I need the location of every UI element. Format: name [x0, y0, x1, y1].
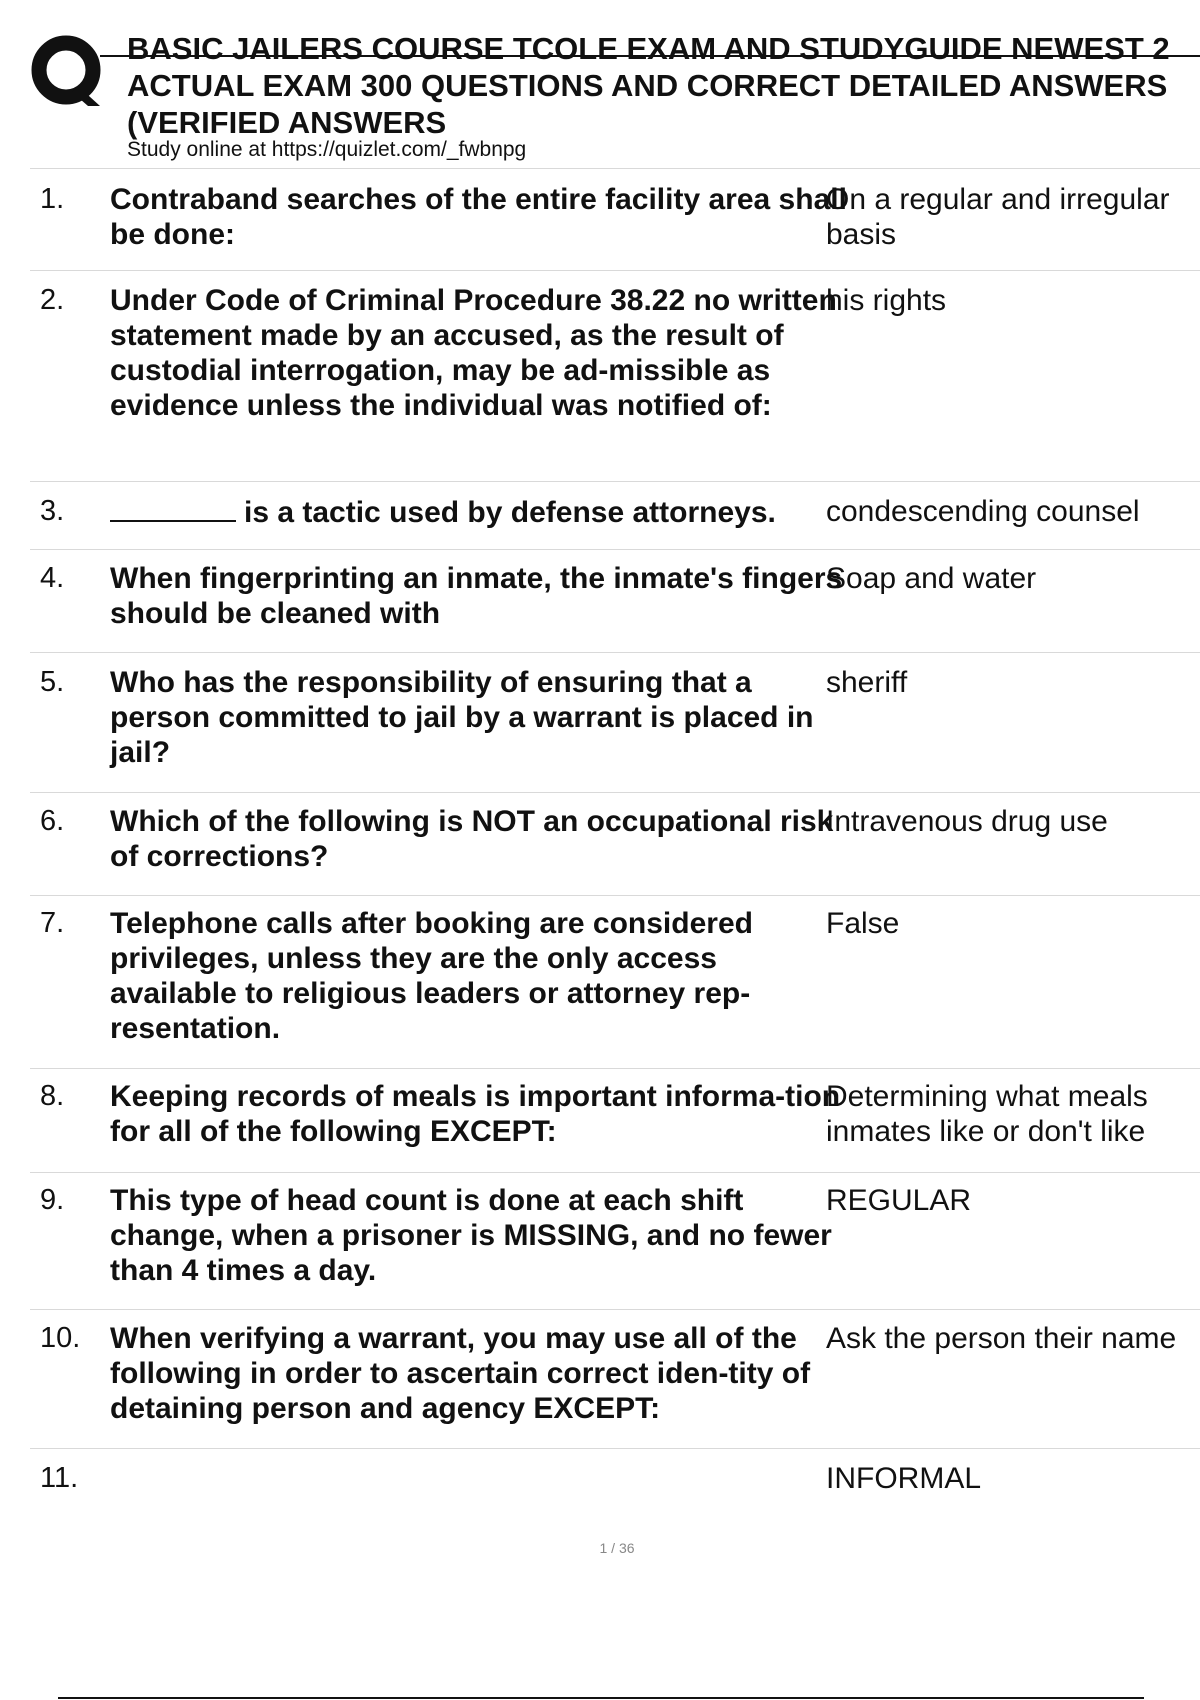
qa-row [30, 1173, 1200, 1310]
question-text: Telephone calls after booking are considered privileges, unless they are the only access available to religious leaders or attorney rep-resentation. [110, 907, 753, 1045]
answer-text: Ask the person their name [826, 1322, 1177, 1355]
title-line-2: ACTUAL EXAM 300 QUESTIONS AND CORRECT DETAILED ANSWERS [127, 68, 1168, 103]
question-text: When verifying a warrant, you may use all of the following in order to ascertain correct iden-tity of detaining person and agency EXCEPT: [110, 1322, 811, 1425]
qa-row [30, 271, 1200, 482]
answer-text: condescending counsel [826, 495, 1140, 528]
question-text: Under Code of Criminal Procedure 38.22 no written statement made by an accused, as the result of custodial interrogation, may be ad-missible as evidence unless the individual was notified of: [110, 284, 837, 422]
item-number: 1. [40, 183, 65, 215]
item-number: 2. [40, 284, 65, 316]
item-number: 9. [40, 1184, 65, 1216]
answer-text: Intravenous drug use [826, 805, 1108, 838]
title-line-3: (VERIFIED ANSWERS [127, 105, 447, 140]
item-number: 8. [40, 1080, 65, 1112]
answer-text: False [826, 907, 900, 940]
fill-in-blank [110, 494, 236, 522]
question-text: Contraband searches of the entire facility area shall be done: [110, 183, 847, 251]
answer-text: INFORMAL [826, 1462, 982, 1495]
qa-row [30, 793, 1200, 896]
question-text: Who has the responsibility of ensuring that a person committed to jail by a warrant is placed in jail? [110, 666, 814, 769]
item-number: 6. [40, 805, 65, 837]
qa-row [30, 896, 1200, 1069]
item-number: 11. [40, 1462, 79, 1494]
study-online-link[interactable]: Study online at https://quizlet.com/_fwbnpg [127, 138, 527, 161]
qa-row [30, 1310, 1200, 1449]
qa-row [30, 550, 1200, 653]
answer-text: On a regular and irregular basis [826, 183, 1170, 251]
qa-row [30, 169, 1200, 271]
document-title [127, 30, 1200, 141]
question-text [110, 494, 850, 530]
answer-text: Soap and water [826, 562, 1037, 595]
quizlet-logo-icon [30, 34, 110, 114]
qa-row [30, 653, 1200, 793]
answer-text: REGULAR [826, 1184, 972, 1217]
item-number: 5. [40, 666, 65, 698]
answer-text: Determining what meals inmates like or don't like [826, 1080, 1148, 1148]
question-text-body: is a tactic used by defense attorneys. [244, 496, 776, 529]
footer-rule [58, 1697, 1144, 1699]
item-number: 10. [40, 1322, 81, 1354]
page-header [0, 0, 1200, 170]
qa-row [30, 482, 1200, 550]
qa-row [30, 1449, 1200, 1519]
question-text: Which of the following is NOT an occupational risk of corrections? [110, 805, 834, 873]
item-number: 3. [40, 495, 65, 527]
title-line-1: BASIC JAILERS COURSE TCOLE EXAM AND STUDYGUIDE NEWEST 2 [127, 31, 1170, 66]
question-text: When fingerprinting an inmate, the inmate's fingers should be cleaned with [110, 562, 843, 630]
question-text: This type of head count is done at each shift change, when a prisoner is MISSING, and no fewer than 4 times a day. [110, 1184, 832, 1287]
page-number: 1 / 36 [599, 1540, 635, 1556]
item-number: 4. [40, 562, 65, 594]
answer-text: his rights [826, 284, 947, 317]
answer-text: sheriff [826, 666, 908, 699]
item-number: 7. [40, 907, 65, 939]
qa-list [30, 169, 1200, 1519]
qa-row [30, 1069, 1200, 1173]
question-text: Keeping records of meals is important informa-tion for all of the following EXCEPT: [110, 1080, 841, 1148]
